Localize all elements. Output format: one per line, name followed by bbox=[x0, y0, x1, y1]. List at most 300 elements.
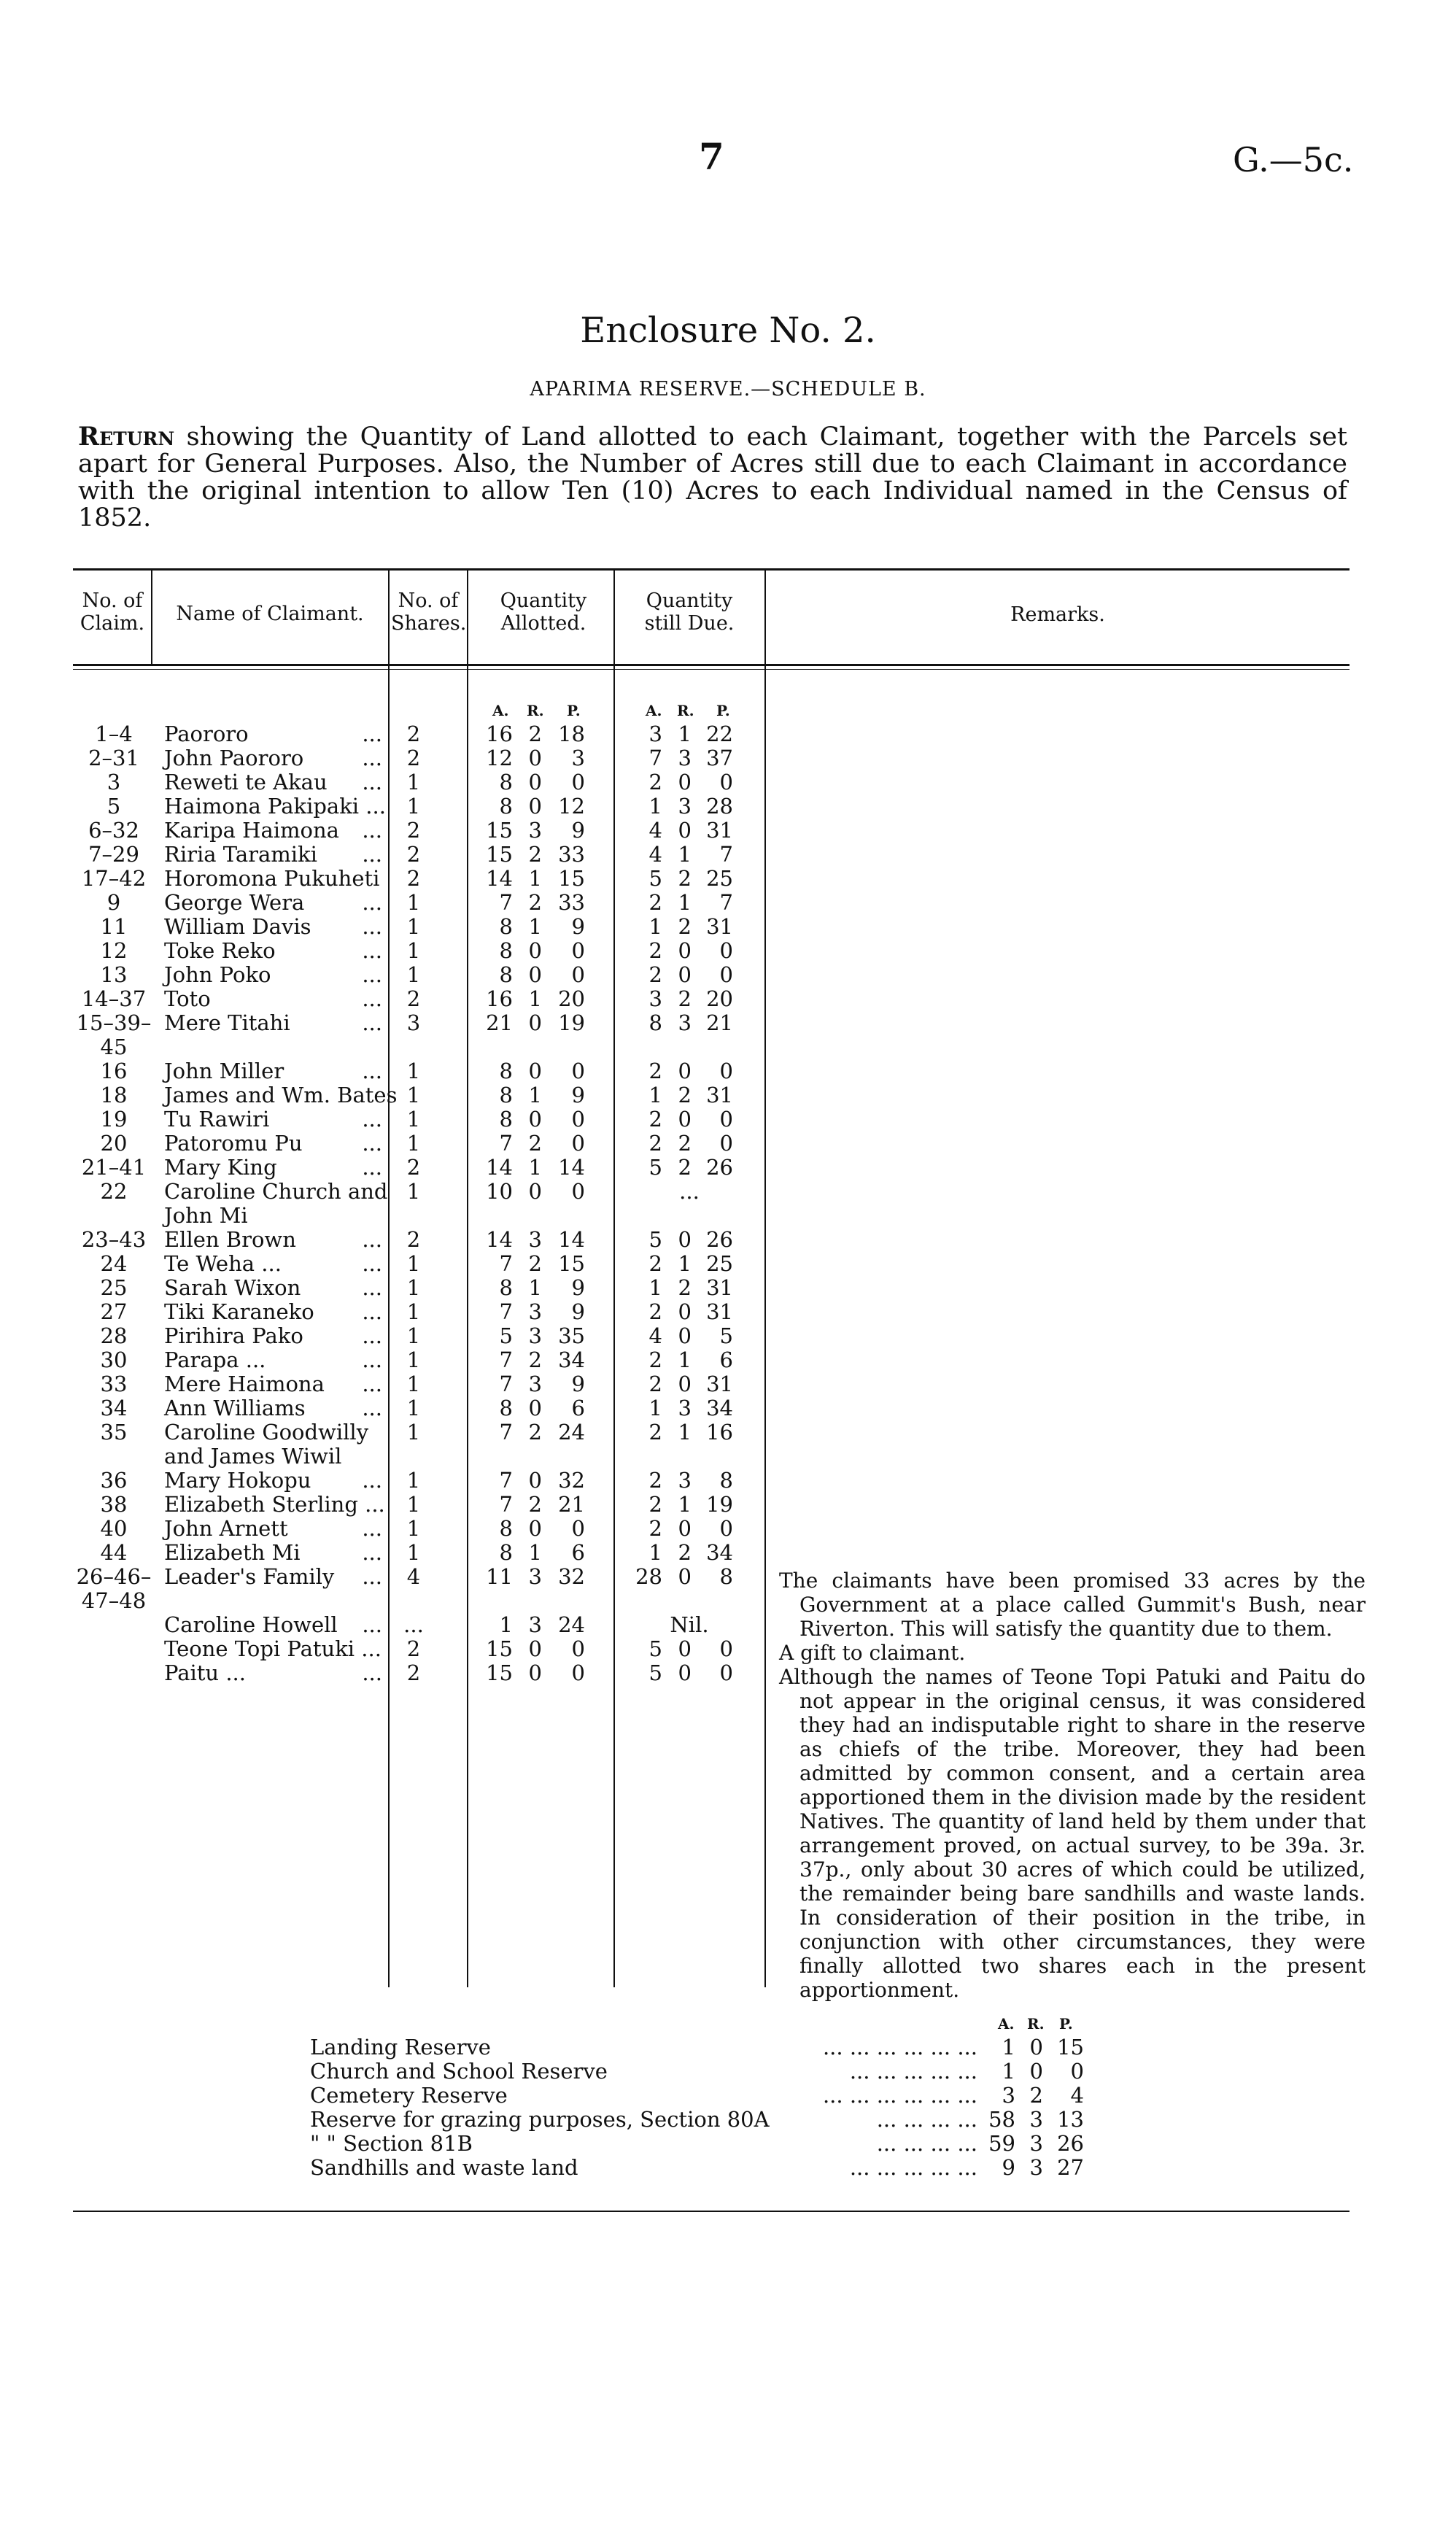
allotted-perches: 0 bbox=[571, 1131, 585, 1156]
due-roods: 2 bbox=[678, 1275, 692, 1300]
shares-count: 1 bbox=[406, 1251, 421, 1276]
due-acres: 4 bbox=[648, 818, 662, 843]
shares-count: 1 bbox=[406, 1372, 421, 1396]
claim-number: 36 bbox=[100, 1468, 128, 1493]
claim-number: 27 bbox=[100, 1299, 128, 1324]
leader-dots: ... bbox=[362, 1010, 382, 1035]
leader-dots: ... bbox=[362, 746, 382, 770]
allotted-roods: 0 bbox=[528, 1059, 542, 1083]
shares-count: 4 bbox=[406, 1564, 421, 1589]
claim-number: 44 bbox=[100, 1540, 128, 1565]
allotted-roods: 1 bbox=[528, 1083, 542, 1107]
claim-number: 6–32 bbox=[88, 818, 139, 843]
allotted-roods: 2 bbox=[528, 890, 542, 915]
due-roods: 0 bbox=[678, 938, 692, 963]
leader-dots: ... bbox=[362, 1251, 382, 1276]
table-bottom-rule bbox=[73, 2211, 1349, 2212]
summary-acres: 1 bbox=[1002, 2035, 1015, 2060]
allotted-acres: 8 bbox=[499, 1059, 513, 1083]
due-perches: 5 bbox=[719, 1323, 733, 1348]
claim-number: 35 bbox=[100, 1420, 128, 1445]
allotted-acres: 15 bbox=[486, 842, 513, 867]
allotted-perches: 14 bbox=[558, 1227, 585, 1252]
allotted-perches: 20 bbox=[558, 986, 585, 1011]
claimant-name: Caroline Church and bbox=[164, 1179, 388, 1204]
due-acres: 28 bbox=[635, 1564, 662, 1589]
due-roods: 1 bbox=[678, 1347, 692, 1372]
leader-dots: ... bbox=[362, 818, 382, 843]
due-perches: 6 bbox=[719, 1347, 733, 1372]
allotted-perches: 0 bbox=[571, 1179, 585, 1204]
claimant-name: John Arnett bbox=[164, 1516, 288, 1541]
due-acres: 1 bbox=[648, 1275, 662, 1300]
allotted-perches: 9 bbox=[571, 1372, 585, 1396]
summary-label: Landing Reserve bbox=[310, 2035, 491, 2060]
allotted-roods: 1 bbox=[528, 986, 542, 1011]
claim-number: 13 bbox=[100, 962, 128, 987]
summary-leader-dots: ... ... ... ... ... ... bbox=[822, 2083, 977, 2108]
summary-label: " " Section 81B bbox=[310, 2131, 473, 2156]
summary-roods: 3 bbox=[1029, 2107, 1043, 2132]
claim-number: 2–31 bbox=[88, 746, 139, 770]
leader-dots: ... bbox=[362, 1468, 382, 1493]
shares-count: 1 bbox=[406, 1083, 421, 1107]
claim-number: 23–43 bbox=[81, 1227, 147, 1252]
allotted-roods: 1 bbox=[528, 866, 542, 891]
summary-acres: 58 bbox=[988, 2107, 1015, 2132]
due-roods: 1 bbox=[678, 842, 692, 867]
allotted-roods: 0 bbox=[528, 938, 542, 963]
due-perches: 25 bbox=[706, 866, 733, 891]
summary-roods: 3 bbox=[1029, 2155, 1043, 2180]
due-perches: 31 bbox=[706, 1372, 733, 1396]
allotted-acres: 11 bbox=[486, 1564, 513, 1589]
allotted-roods: 3 bbox=[528, 1299, 542, 1324]
due-perches: 0 bbox=[719, 1059, 733, 1083]
due-roods: 0 bbox=[678, 1299, 692, 1324]
due-roods: 0 bbox=[678, 1660, 692, 1685]
allotted-acres: 15 bbox=[486, 818, 513, 843]
claimant-name: Leader's Family bbox=[164, 1564, 335, 1589]
due-perches: 21 bbox=[706, 1010, 733, 1035]
claimant-name: Toke Reko bbox=[164, 938, 276, 963]
summary-perches: 27 bbox=[1057, 2155, 1084, 2180]
allotted-acres: 10 bbox=[486, 1179, 513, 1204]
allotted-roods: 0 bbox=[528, 1660, 542, 1685]
remark-patuki-paitu: Although the names of Teone Topi Patuki and Paitu do not appear in the original census, it was considered they had an indisputable right to share in the reserve as chiefs of the tribe. Moreover, they had been admitted by common consent, and a certain area apportioned them in the division made by the resident Natives. The quantity of land held by them under that arrangement proved, on actual survey, to be 39a. 3r. 37p., only about 30 acres of which could be utilized, the remainder being bare sandhills and waste lands. In consideration of their position in the tribe, in conjunction with other circumstances, they were finally allotted two shares each in the present apportionment. bbox=[779, 1665, 1366, 2002]
due-perches: 37 bbox=[706, 746, 733, 770]
claimant-name: John Mi bbox=[164, 1203, 248, 1228]
claimant-name: Paororo bbox=[164, 722, 249, 746]
claim-number: 33 bbox=[100, 1372, 128, 1396]
due-perches: 8 bbox=[719, 1468, 733, 1493]
allotted-roods: 0 bbox=[528, 1010, 542, 1035]
summary-acres: 1 bbox=[1002, 2059, 1015, 2084]
header-due: Quantity still Due. bbox=[644, 589, 735, 635]
due-acres: 8 bbox=[648, 1010, 662, 1035]
summary-perches: 4 bbox=[1070, 2083, 1084, 2108]
due-roods: 1 bbox=[678, 1251, 692, 1276]
shares-count: 2 bbox=[406, 866, 421, 891]
allotted-roods: 0 bbox=[528, 1636, 542, 1661]
allotted-acres: 8 bbox=[499, 1083, 513, 1107]
due-roods: 1 bbox=[678, 1492, 692, 1517]
allotted-roods: 3 bbox=[528, 818, 542, 843]
intro-lead-word: Return bbox=[78, 422, 175, 452]
leader-dots: ... bbox=[362, 1396, 382, 1420]
due-roods: 0 bbox=[678, 1107, 692, 1132]
leader-dots: ... bbox=[362, 938, 382, 963]
summary-leader-dots: ... ... ... ... ... bbox=[849, 2059, 977, 2084]
leader-dots: ... bbox=[362, 770, 382, 794]
summary-leader-dots: ... ... ... ... ... ... bbox=[822, 2035, 977, 2060]
shares-count: 1 bbox=[406, 770, 421, 794]
claim-number: 9 bbox=[107, 890, 121, 915]
allotted-acres: 14 bbox=[486, 1227, 513, 1252]
summary-leader-dots: ... ... ... ... bbox=[876, 2131, 977, 2156]
col-divider-name bbox=[388, 568, 390, 1987]
col-divider-claim bbox=[151, 568, 152, 665]
shares-count: ... bbox=[403, 1612, 424, 1637]
allotted-perches: 0 bbox=[571, 1059, 585, 1083]
unit-roods-allotted: R. bbox=[527, 702, 544, 719]
allotted-perches: 0 bbox=[571, 1516, 585, 1541]
allotted-acres: 14 bbox=[486, 1155, 513, 1180]
due-roods: 1 bbox=[678, 890, 692, 915]
due-acres: 4 bbox=[648, 842, 662, 867]
due-roods: 0 bbox=[678, 1636, 692, 1661]
allotted-acres: 8 bbox=[499, 962, 513, 987]
leader-dots: ... bbox=[362, 1540, 382, 1565]
due-perches: 31 bbox=[706, 818, 733, 843]
allotted-perches: 0 bbox=[571, 938, 585, 963]
allotted-roods: 2 bbox=[528, 722, 542, 746]
allotted-acres: 7 bbox=[499, 1492, 513, 1517]
summary-unit-a: A. bbox=[998, 2015, 1015, 2033]
due-roods: 0 bbox=[678, 962, 692, 987]
due-roods: 0 bbox=[678, 1323, 692, 1348]
header-remarks: Remarks. bbox=[1010, 603, 1105, 626]
claim-number: 3 bbox=[107, 770, 121, 794]
due-roods: 2 bbox=[678, 914, 692, 939]
leader-dots: ... bbox=[362, 842, 382, 867]
allotted-acres: 16 bbox=[486, 722, 513, 746]
claimant-name: and James Wiwil bbox=[164, 1444, 342, 1469]
due-perches: 34 bbox=[706, 1540, 733, 1565]
shares-count: 1 bbox=[406, 890, 421, 915]
col-divider-shares bbox=[467, 568, 468, 1987]
leader-dots: ... bbox=[362, 1299, 382, 1324]
due-acres: 2 bbox=[648, 1131, 662, 1156]
summary-roods: 0 bbox=[1029, 2059, 1043, 2084]
allotted-perches: 0 bbox=[571, 1107, 585, 1132]
claimant-name: Ellen Brown bbox=[164, 1227, 296, 1252]
due-roods: 0 bbox=[678, 1227, 692, 1252]
claim-number: 7–29 bbox=[88, 842, 139, 867]
allotted-perches: 33 bbox=[558, 842, 585, 867]
allotted-acres: 8 bbox=[499, 770, 513, 794]
due-perches: 19 bbox=[706, 1492, 733, 1517]
shares-count: 1 bbox=[406, 914, 421, 939]
claimant-name: Mary Hokopu bbox=[164, 1468, 311, 1493]
due-perches: 20 bbox=[706, 986, 733, 1011]
allotted-roods: 0 bbox=[528, 962, 542, 987]
allotted-perches: 12 bbox=[558, 794, 585, 819]
shares-count: 2 bbox=[406, 1227, 421, 1252]
summary-roods: 0 bbox=[1029, 2035, 1043, 2060]
leader-dots: ... bbox=[362, 962, 382, 987]
due-perches: 0 bbox=[719, 962, 733, 987]
claimant-name: James and Wm. Bates bbox=[164, 1083, 398, 1107]
claimant-name: Reweti te Akau bbox=[164, 770, 328, 794]
due-acres: 2 bbox=[648, 962, 662, 987]
unit-perches-due: P. bbox=[716, 702, 730, 719]
claim-number: 38 bbox=[100, 1492, 128, 1517]
page-title: Enclosure No. 2. bbox=[580, 310, 876, 351]
allotted-acres: 5 bbox=[499, 1323, 513, 1348]
due-perches: 0 bbox=[719, 1107, 733, 1132]
allotted-roods: 1 bbox=[528, 1540, 542, 1565]
claimant-name: Mere Haimona bbox=[164, 1372, 325, 1396]
due-roods: 0 bbox=[678, 1059, 692, 1083]
claim-number: 1–4 bbox=[95, 722, 133, 746]
claimant-name: John Poko bbox=[164, 962, 271, 987]
due-perches: 7 bbox=[719, 842, 733, 867]
shares-count: 2 bbox=[406, 1636, 421, 1661]
shares-count: 1 bbox=[406, 1347, 421, 1372]
summary-roods: 3 bbox=[1029, 2131, 1043, 2156]
due-perches: 31 bbox=[706, 1083, 733, 1107]
due-roods: 0 bbox=[678, 770, 692, 794]
due-acres: 2 bbox=[648, 1347, 662, 1372]
summary-label: Church and School Reserve bbox=[310, 2059, 608, 2084]
summary-acres: 9 bbox=[1002, 2155, 1015, 2180]
leader-dots: ... bbox=[362, 1372, 382, 1396]
claim-number: 25 bbox=[100, 1275, 128, 1300]
allotted-roods: 1 bbox=[528, 1275, 542, 1300]
allotted-perches: 34 bbox=[558, 1347, 585, 1372]
allotted-perches: 24 bbox=[558, 1420, 585, 1445]
allotted-perches: 9 bbox=[571, 818, 585, 843]
allotted-perches: 6 bbox=[571, 1540, 585, 1565]
summary-leader-dots: ... ... ... ... ... bbox=[849, 2155, 977, 2180]
shares-count: 2 bbox=[406, 1155, 421, 1180]
allotted-perches: 0 bbox=[571, 1660, 585, 1685]
allotted-roods: 2 bbox=[528, 1131, 542, 1156]
due-acres: 2 bbox=[648, 1420, 662, 1445]
shares-count: 1 bbox=[406, 1059, 421, 1083]
claim-number: 28 bbox=[100, 1323, 128, 1348]
allotted-roods: 2 bbox=[528, 1420, 542, 1445]
shares-count: 1 bbox=[406, 1179, 421, 1204]
claimant-name: Teone Topi Patuki ... bbox=[164, 1636, 382, 1661]
due-acres: 5 bbox=[648, 1155, 662, 1180]
allotted-roods: 0 bbox=[528, 1516, 542, 1541]
claim-number: 45 bbox=[100, 1035, 128, 1059]
leader-dots: ... bbox=[362, 1612, 382, 1637]
due-perches: 34 bbox=[706, 1396, 733, 1420]
allotted-acres: 7 bbox=[499, 1468, 513, 1493]
due-roods: 0 bbox=[678, 1516, 692, 1541]
shares-count: 1 bbox=[406, 1131, 421, 1156]
shares-count: 1 bbox=[406, 1468, 421, 1493]
due-acres: 1 bbox=[648, 1540, 662, 1565]
leader-dots: ... bbox=[362, 1059, 382, 1083]
allotted-perches: 24 bbox=[558, 1612, 585, 1637]
allotted-acres: 12 bbox=[486, 746, 513, 770]
shares-count: 1 bbox=[406, 1396, 421, 1420]
remark-caroline-howell: A gift to claimant. bbox=[779, 1641, 966, 1665]
allotted-acres: 8 bbox=[499, 1396, 513, 1420]
allotted-perches: 9 bbox=[571, 1299, 585, 1324]
allotted-acres: 7 bbox=[499, 1420, 513, 1445]
leader-dots: ... bbox=[362, 890, 382, 915]
allotted-acres: 1 bbox=[499, 1612, 513, 1637]
claimant-name: Haimona Pakipaki ... bbox=[164, 794, 386, 819]
allotted-perches: 18 bbox=[558, 722, 585, 746]
header-allotted: Quantity Allotted. bbox=[500, 589, 587, 635]
unit-acres-allotted: A. bbox=[492, 702, 509, 719]
summary-label: Reserve for grazing purposes, Section 80A bbox=[310, 2107, 770, 2132]
due-acres: 4 bbox=[648, 1323, 662, 1348]
shares-count: 2 bbox=[406, 818, 421, 843]
claimant-name: Toto bbox=[164, 986, 211, 1011]
shares-count: 1 bbox=[406, 794, 421, 819]
allotted-roods: 0 bbox=[528, 1468, 542, 1493]
due-acres: 2 bbox=[648, 770, 662, 794]
due-perches: 22 bbox=[706, 722, 733, 746]
due-roods: 3 bbox=[678, 794, 692, 819]
due-roods: 2 bbox=[678, 1540, 692, 1565]
claim-number: 18 bbox=[100, 1083, 128, 1107]
summary-unit-p: P. bbox=[1059, 2015, 1073, 2033]
shares-count: 2 bbox=[406, 842, 421, 867]
allotted-acres: 8 bbox=[499, 1540, 513, 1565]
shares-count: 1 bbox=[406, 1516, 421, 1541]
claimant-name: John Paororo bbox=[164, 746, 304, 770]
due-roods: 0 bbox=[678, 1372, 692, 1396]
claimant-name: Mary King bbox=[164, 1155, 277, 1180]
allotted-acres: 8 bbox=[499, 1275, 513, 1300]
claimant-name: John Miller bbox=[164, 1059, 284, 1083]
leader-dots: ... bbox=[362, 1660, 382, 1685]
claimant-name: Horomona Pukuheti bbox=[164, 866, 380, 891]
due-roods: 2 bbox=[678, 1083, 692, 1107]
due-acres: 2 bbox=[648, 1107, 662, 1132]
leader-dots: ... bbox=[362, 1323, 382, 1348]
claim-number: 21–41 bbox=[81, 1155, 147, 1180]
allotted-perches: 33 bbox=[558, 890, 585, 915]
leader-dots: ... bbox=[362, 914, 382, 939]
summary-acres: 59 bbox=[988, 2131, 1015, 2156]
claim-number: 15–39– bbox=[76, 1010, 152, 1035]
due-acres: 2 bbox=[648, 1059, 662, 1083]
due-roods: 1 bbox=[678, 722, 692, 746]
claim-number: 30 bbox=[100, 1347, 128, 1372]
due-acres: 2 bbox=[648, 1299, 662, 1324]
leader-dots: ... bbox=[362, 1275, 382, 1300]
allotted-roods: 3 bbox=[528, 1372, 542, 1396]
shares-count: 1 bbox=[406, 1540, 421, 1565]
claim-number: 34 bbox=[100, 1396, 128, 1420]
due-acres: 1 bbox=[648, 914, 662, 939]
due-acres: 3 bbox=[648, 986, 662, 1011]
claimant-name: Tu Rawiri bbox=[164, 1107, 270, 1132]
claimant-name: Parapa ... bbox=[164, 1347, 266, 1372]
allotted-roods: 2 bbox=[528, 842, 542, 867]
summary-label: Sandhills and waste land bbox=[310, 2155, 578, 2180]
allotted-roods: 3 bbox=[528, 1612, 542, 1637]
claimant-name: Caroline Howell bbox=[164, 1612, 338, 1637]
leader-dots: ... bbox=[362, 986, 382, 1011]
allotted-acres: 7 bbox=[499, 890, 513, 915]
due-acres: 2 bbox=[648, 1468, 662, 1493]
shares-count: 1 bbox=[406, 1323, 421, 1348]
due-perches: 31 bbox=[706, 914, 733, 939]
allotted-roods: 1 bbox=[528, 914, 542, 939]
claim-number: 26–46– bbox=[76, 1564, 152, 1589]
due-acres: 1 bbox=[648, 1083, 662, 1107]
claim-number: 40 bbox=[100, 1516, 128, 1541]
allotted-roods: 0 bbox=[528, 1179, 542, 1204]
claimant-name: Mere Titahi bbox=[164, 1010, 290, 1035]
due-roods: 3 bbox=[678, 1468, 692, 1493]
allotted-roods: 0 bbox=[528, 1107, 542, 1132]
allotted-acres: 16 bbox=[486, 986, 513, 1011]
allotted-roods: 3 bbox=[528, 1323, 542, 1348]
due-perches: 0 bbox=[719, 1660, 733, 1685]
due-perches: 0 bbox=[719, 1636, 733, 1661]
claim-number: 16 bbox=[100, 1059, 128, 1083]
leader-dots: ... bbox=[362, 1155, 382, 1180]
claim-number: 22 bbox=[100, 1179, 128, 1204]
shares-count: 1 bbox=[406, 1492, 421, 1517]
due-perches: 8 bbox=[719, 1564, 733, 1589]
shares-count: 1 bbox=[406, 1107, 421, 1132]
allotted-perches: 32 bbox=[558, 1468, 585, 1493]
allotted-roods: 0 bbox=[528, 794, 542, 819]
shares-count: 2 bbox=[406, 1660, 421, 1685]
claimant-name: Pirihira Pako bbox=[164, 1323, 303, 1348]
allotted-roods: 3 bbox=[528, 1564, 542, 1589]
allotted-perches: 32 bbox=[558, 1564, 585, 1589]
header-claim: No. of Claim. bbox=[80, 589, 145, 635]
due-roods: 3 bbox=[678, 1010, 692, 1035]
due-roods: 3 bbox=[678, 1396, 692, 1420]
col-divider-due bbox=[764, 568, 766, 1987]
claimant-name: Elizabeth Sterling ... bbox=[164, 1492, 385, 1517]
summary-leader-dots: ... ... ... ... bbox=[876, 2107, 977, 2132]
summary-perches: 26 bbox=[1057, 2131, 1084, 2156]
claimant-name: Tiki Karaneko bbox=[164, 1299, 314, 1324]
due-perches: 31 bbox=[706, 1299, 733, 1324]
due-roods: 1 bbox=[678, 1420, 692, 1445]
unit-perches-allotted: P. bbox=[567, 702, 581, 719]
allotted-roods: 2 bbox=[528, 1251, 542, 1276]
summary-perches: 15 bbox=[1057, 2035, 1084, 2060]
allotted-acres: 14 bbox=[486, 866, 513, 891]
due-perches: 7 bbox=[719, 890, 733, 915]
claimant-name: George Wera bbox=[164, 890, 305, 915]
due-perches: 16 bbox=[706, 1420, 733, 1445]
shares-count: 1 bbox=[406, 938, 421, 963]
allotted-perches: 21 bbox=[558, 1492, 585, 1517]
due-roods: 2 bbox=[678, 1155, 692, 1180]
allotted-roods: 2 bbox=[528, 1347, 542, 1372]
claimant-name: William Davis bbox=[164, 914, 311, 939]
table-header-rule bbox=[73, 664, 1349, 666]
leader-dots: ... bbox=[362, 1564, 382, 1589]
